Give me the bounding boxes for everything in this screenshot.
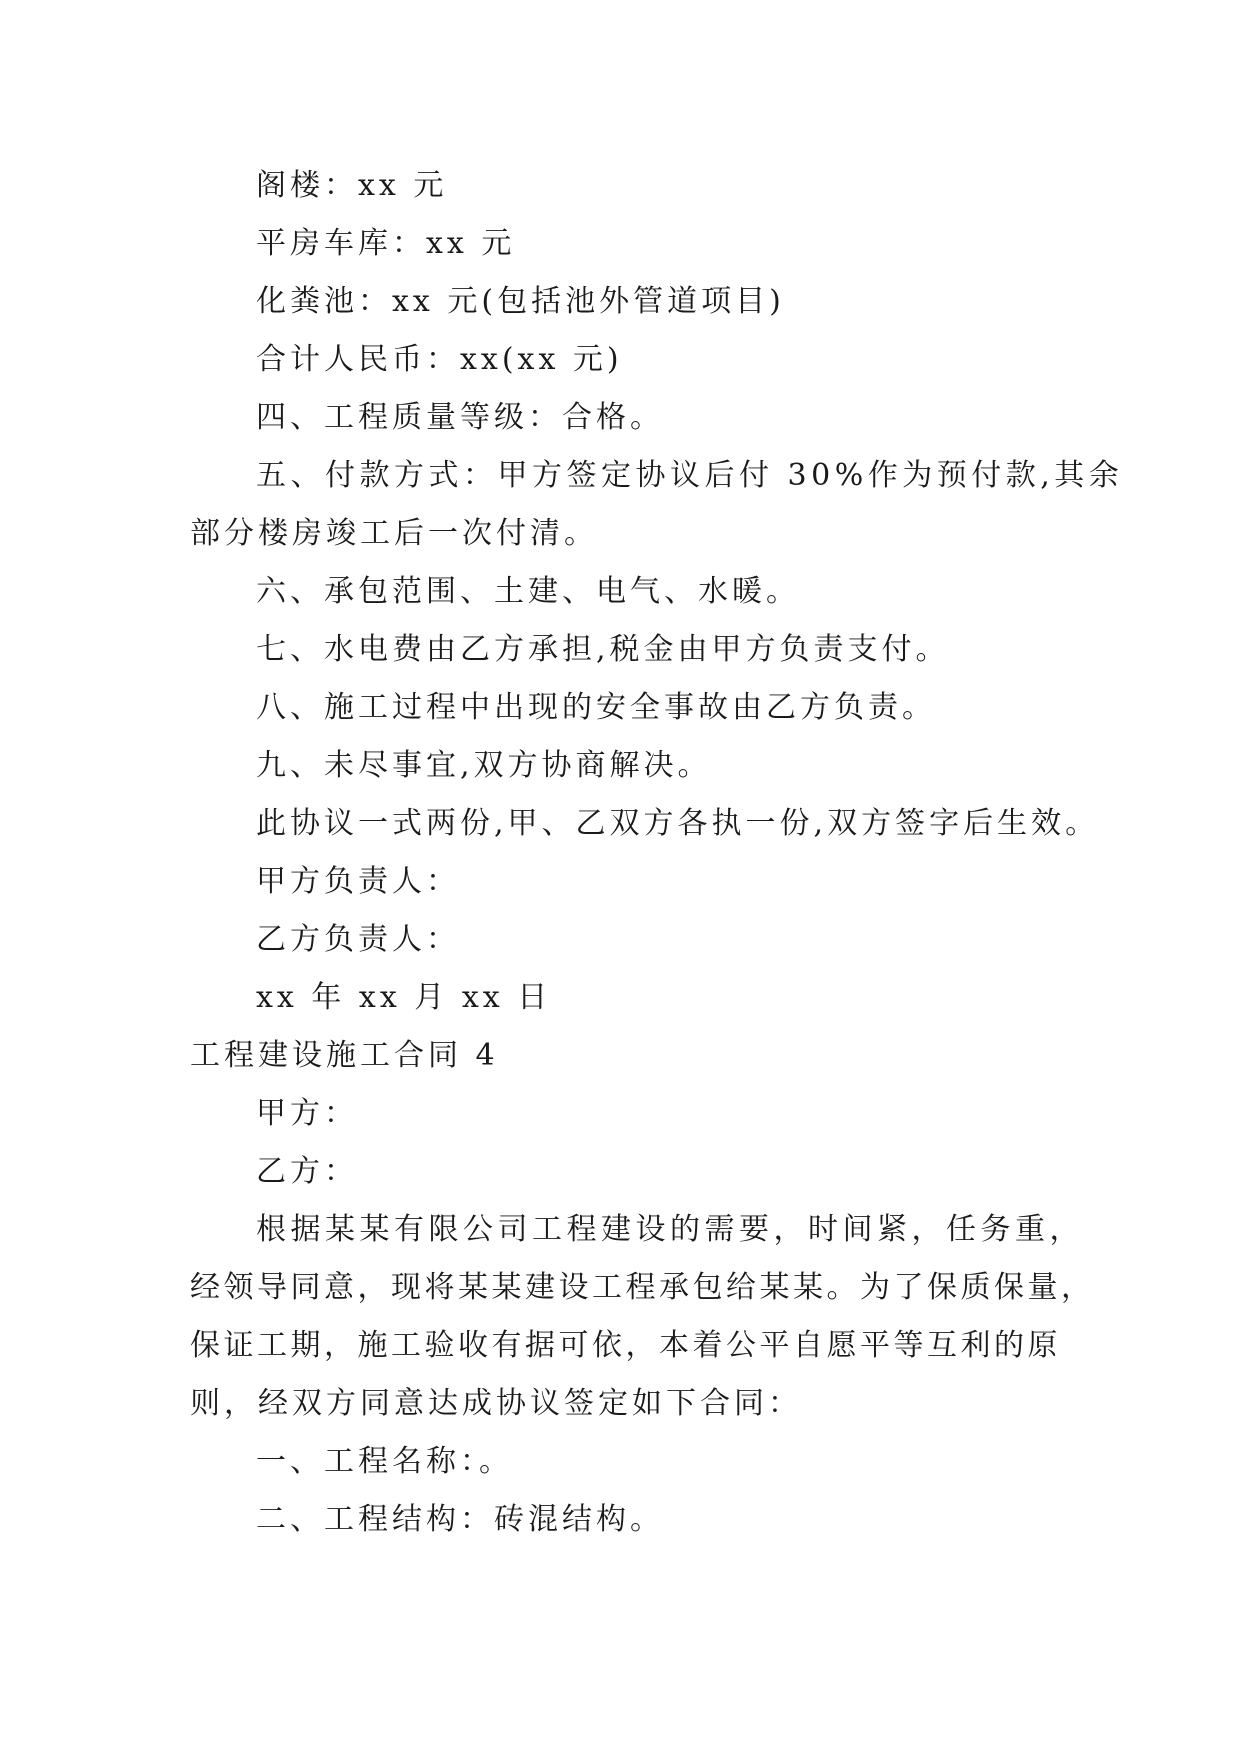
text-line: 根据某某有限公司工程建设的需要，时间紧，任务重， xyxy=(256,1212,1084,1247)
text-line: 则，经双方同意达成协议签定如下合同： xyxy=(190,1386,802,1421)
text-line: 六、承包范围、土建、电气、水暖。 xyxy=(256,574,800,609)
text-line: 化粪池：xx 元(包括池外管道项目) xyxy=(256,284,785,319)
text-line: 九、未尽事宜,双方协商解决。 xyxy=(256,748,712,783)
text-line: 部分楼房竣工后一次付清。 xyxy=(190,516,598,551)
text-line: 一、工程名称：。 xyxy=(256,1444,513,1479)
text-line: 平房车库：xx 元 xyxy=(256,226,516,261)
party-b-label: 乙方： xyxy=(256,1154,358,1189)
text-line: 五、付款方式：甲方签定协议后付 30%作为预付款,其余 xyxy=(256,458,1124,493)
signature-party-a: 甲方负责人： xyxy=(256,864,460,899)
text-line: 阁楼：xx 元 xyxy=(256,168,448,203)
text-line: 四、工程质量等级：合格。 xyxy=(256,400,664,435)
text-line: 此协议一式两份,甲、乙双方各执一份,双方签字后生效。 xyxy=(256,806,1100,841)
text-line: 七、水电费由乙方承担,税金由甲方负责支付。 xyxy=(256,632,950,667)
text-line: 经领导同意，现将某某建设工程承包给某某。为了保质保量， xyxy=(190,1270,1095,1305)
text-line: 二、工程结构：砖混结构。 xyxy=(256,1502,664,1537)
text-line: 八、施工过程中出现的安全事故由乙方负责。 xyxy=(256,690,936,725)
text-line: 保证工期，施工验收有据可依，本着公平自愿平等互利的原 xyxy=(190,1328,1061,1363)
signature-party-b: 乙方负责人： xyxy=(256,922,460,957)
signature-date: xx 年 xx 月 xx 日 xyxy=(256,980,552,1015)
section-title: 工程建设施工合同 4 xyxy=(190,1038,499,1073)
text-line: 合计人民币：xx(xx 元) xyxy=(256,342,623,377)
party-a-label: 甲方： xyxy=(256,1096,358,1131)
